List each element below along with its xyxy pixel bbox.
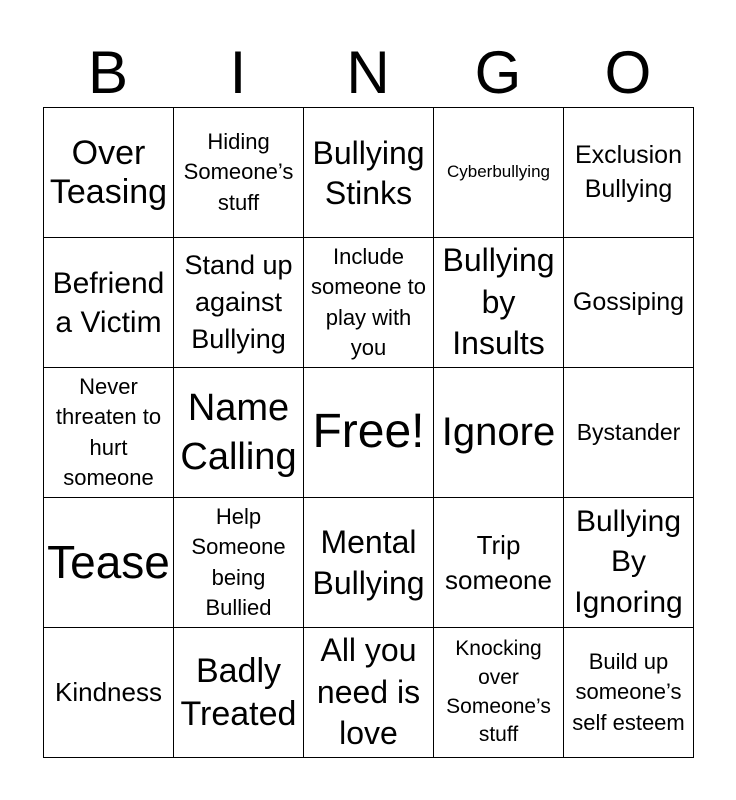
- header-letter-o: O: [604, 39, 652, 106]
- cell-label: Cyberbullying: [447, 162, 550, 182]
- cell-label: Gossiping: [572, 287, 685, 316]
- bingo-header: [43, 40, 693, 106]
- bingo-cell[interactable]: [173, 497, 303, 627]
- bingo-cell[interactable]: [563, 497, 693, 627]
- cell-label: Over Teasing: [49, 134, 168, 211]
- cell-label: Never threaten to hurt someone: [55, 373, 162, 490]
- cell-label: Knocking over Someone’s stuff: [446, 636, 551, 747]
- bingo-grid: [43, 107, 694, 758]
- cell-label: Befriend a Victim: [52, 266, 165, 339]
- bingo-cell[interactable]: [43, 237, 173, 367]
- cell-label: Mental Bullying: [312, 523, 425, 601]
- cell-label: Bullying by Insults: [442, 242, 555, 362]
- cell-label: Trip someone: [445, 529, 552, 595]
- cell-label: All you need is love: [316, 632, 421, 752]
- bingo-cell[interactable]: [43, 627, 173, 757]
- header-letter-b: B: [87, 39, 129, 106]
- bingo-cell[interactable]: [433, 367, 563, 497]
- bingo-cell[interactable]: [433, 627, 563, 757]
- bingo-cell[interactable]: [563, 367, 693, 497]
- bingo-cell[interactable]: [303, 237, 433, 367]
- bingo-cell[interactable]: [43, 497, 173, 627]
- cell-label: Include someone to play with you: [311, 243, 426, 360]
- bingo-cell[interactable]: [563, 237, 693, 367]
- cell-label: Name Calling: [180, 386, 297, 478]
- cell-label: Build up someone’s self esteem: [572, 648, 685, 735]
- cell-label: Bullying Stinks: [312, 134, 425, 211]
- bingo-cell[interactable]: [303, 367, 433, 497]
- bingo-cell[interactable]: [173, 237, 303, 367]
- header-letter-n: N: [346, 39, 390, 106]
- bingo-cell[interactable]: [433, 497, 563, 627]
- bingo-cell[interactable]: [563, 107, 693, 237]
- cell-label: Bystander: [576, 418, 681, 445]
- bingo-cell[interactable]: [303, 107, 433, 237]
- cell-label: Free!: [312, 405, 425, 459]
- cell-label: Exclusion Bullying: [575, 141, 682, 203]
- cell-label: Kindness: [55, 677, 162, 708]
- bingo-cell[interactable]: [173, 107, 303, 237]
- cell-label: Hiding Someone’s stuff: [183, 128, 294, 215]
- bingo-cell[interactable]: [173, 367, 303, 497]
- cell-label: Stand up against Bullying: [184, 249, 293, 355]
- cell-label: Badly Treated: [180, 651, 297, 733]
- bingo-cell[interactable]: [43, 367, 173, 497]
- cell-label: Help Someone being Bullied: [191, 503, 286, 620]
- bingo-cell[interactable]: [303, 497, 433, 627]
- header-letter-g: G: [474, 39, 522, 106]
- cell-label: Tease: [47, 536, 170, 589]
- bingo-cell[interactable]: [433, 107, 563, 237]
- bingo-cell[interactable]: [433, 237, 563, 367]
- cell-label: Ignore: [441, 410, 556, 455]
- bingo-cell[interactable]: [563, 627, 693, 757]
- bingo-cell[interactable]: [173, 627, 303, 757]
- cell-label: Bullying By Ignoring: [574, 504, 683, 619]
- bingo-cell[interactable]: [43, 107, 173, 237]
- bingo-cell[interactable]: [303, 627, 433, 757]
- header-letter-i: I: [229, 39, 247, 106]
